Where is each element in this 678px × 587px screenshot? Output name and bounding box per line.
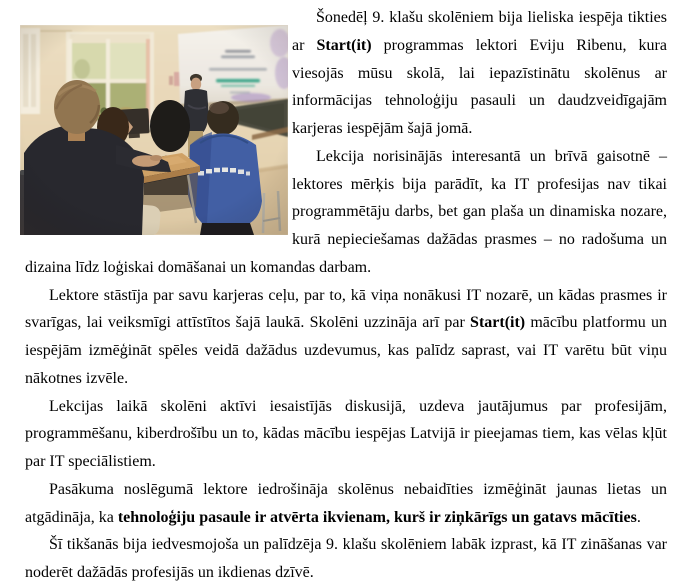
paragraph-career-story	[25, 282, 667, 393]
bold-text-run: tehnoloģiju pasaule ir atvērta ikvienam, kurš ir ziņkārīgs un gatavs mācīties	[117, 508, 637, 526]
text-run: mācību platformu un iespējām izmēģināt spēles veidā dažādus uzdevumus, kas palīdz saprast, vai IT varētu būt viņu nākotnes izvēle.	[25, 314, 668, 387]
vignette-overlay	[20, 25, 288, 235]
text-run: Lekcija norisinājās interesantā un brīvā gaisotnē – lektores mērķis bija parādīt, ka IT profesijas nav tikai programmētāju darbs, bet gan plaša un dinamiska nozare, kurā nepieciešamas dažādas prasmes – no radošuma un dizaina līdz loģiskai domāšanai un komandas darbam.	[25, 147, 667, 276]
bold-text-run: Start(it)	[316, 36, 372, 54]
text-run: Šonedēļ 9. klašu skolēniem bija lieliska iespēja tikties ar	[292, 9, 667, 54]
text-run: Šī tikšanās bija iedvesmojoša un palīdzēja 9. klašu skolēniem labāk izprast, kā IT zināšanas var noderēt dažādās profesijās un ikdienas dzīvē.	[25, 536, 667, 581]
text-run: .	[636, 508, 641, 526]
classroom-photo	[20, 25, 288, 235]
paragraph-discussion	[25, 393, 667, 476]
text-run: Pasākuma noslēgumā lektore iedrošināja skolēnus nebaidīties izmēģināt jaunas lietas un atgādināja, ka	[25, 480, 667, 526]
paragraph-summary	[25, 531, 667, 587]
bold-text-run: Start(it)	[470, 314, 526, 332]
text-run: programmas lektori Eviju Ribenu, kura viesojās mūsu skolā, lai iepazīstinātu skolēnus ar informācijas tehnoloģiju pasauli un daudzveidīgajām karjeras iespējām šajā jomā.	[292, 36, 667, 137]
paragraph-closing	[25, 476, 667, 532]
classroom-photo-graphic	[20, 25, 288, 235]
text-run: Lekcijas laikā skolēni aktīvi iesaistījās diskusijā, uzdeva jautājumus par profesijām, programmēšanu, kiberdrošību un to, kādas mācību iespējas Latvijā ir pieejamas tiem, kas vēlas kļūt par IT speciālistiem.	[25, 397, 667, 470]
text-run: Lektore stāstīja par savu karjeras ceļu, par to, kā viņa nonākusi IT nozarē, un kādas prasmes ir svarīgas, lai veiksmīgi attīstītos šajā laukā. Skolēni uzzināja arī par	[25, 286, 667, 332]
